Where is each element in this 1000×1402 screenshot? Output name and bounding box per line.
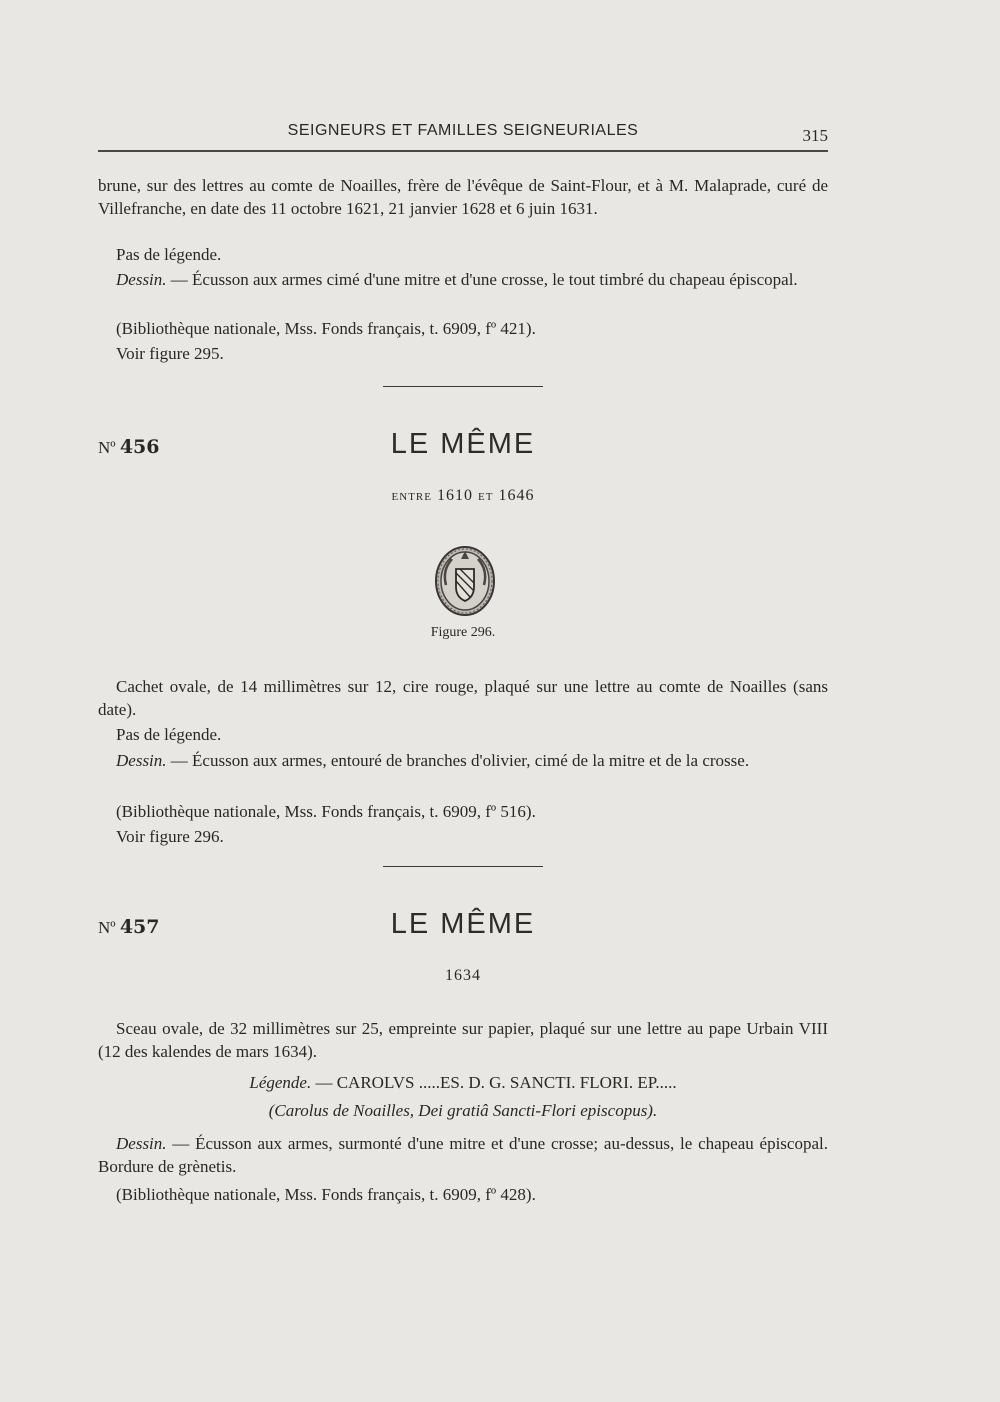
- entry-456-figure-ref: Voir figure 296.: [116, 827, 224, 846]
- date-end: 1646: [498, 487, 535, 504]
- dessin-text: — Écusson aux armes cimé d'une mitre et d'une crosse, le tout timbré du chapeau épiscopal.: [166, 270, 798, 289]
- date-mid: et: [478, 488, 494, 504]
- entry-prefix: Nº: [98, 918, 120, 937]
- legende-text: — CAROLVS .....ES. D. G. SANCTI. FLORI. EP.....: [311, 1073, 677, 1092]
- entry-457-source: (Bibliothèque nationale, Mss. Fonds français, t. 6909, fº 428).: [116, 1185, 536, 1204]
- entry-456-legend: Pas de légende.: [116, 725, 222, 744]
- dessin-label: Dessin.: [116, 270, 167, 289]
- intro-dessin: [98, 268, 828, 291]
- dessin-label: Dessin.: [116, 751, 167, 770]
- entry-456-description: Cachet ovale, de 14 millimètres sur 12, cire rouge, plaqué sur une lettre au comte de Noailles (sans date).: [98, 677, 828, 719]
- entry-457-legende-expansion: (Carolus de Noailles, Dei gratiâ Sancti-Flori episcopus).: [268, 1101, 658, 1120]
- entry-prefix: Nº: [98, 438, 120, 457]
- entry-456-date: [0, 487, 926, 505]
- date-start: 1610: [437, 487, 473, 504]
- dessin-label: Dessin.: [116, 1134, 167, 1153]
- section-divider: [383, 866, 543, 867]
- running-title: SEIGNEURS ET FAMILLES SEIGNEURIALES: [287, 122, 639, 139]
- entry-num: 456: [119, 436, 160, 458]
- entry-456-source: (Bibliothèque nationale, Mss. Fonds français, t. 6909, fº 516).: [116, 802, 536, 821]
- dessin-text: — Écusson aux armes, entouré de branches d'olivier, cimé de la mitre et de la crosse.: [166, 751, 750, 770]
- entry-num: 457: [119, 916, 160, 938]
- date-prefix: entre: [391, 488, 432, 504]
- page-number: 315: [802, 126, 828, 145]
- entry-457-description: Sceau ovale, de 32 millimètres sur 25, empreinte sur papier, plaqué sur une lettre au pape Urbain VIII (12 des kalendes de mars 1634).: [98, 1019, 828, 1061]
- entry-456-dessin: [98, 749, 828, 772]
- intro-paragraph: brune, sur des lettres au comte de Noailles, frère de l'évêque de Saint-Flour, et à M. Malaprade, curé de Villefranche, en date des 11 octobre 1621, 21 janvier 1628 et 6 juin 1631.: [98, 176, 828, 218]
- entry-457-title: LE MÊME: [390, 908, 536, 940]
- entry-456-title: LE MÊME: [390, 428, 536, 460]
- legende-label: Légende.: [249, 1073, 312, 1092]
- intro-figure-ref: Voir figure 295.: [116, 344, 224, 363]
- intro-source: (Bibliothèque nationale, Mss. Fonds français, t. 6909, fº 421).: [116, 319, 536, 338]
- entry-457-date: 1634: [445, 967, 481, 984]
- figure-caption: Figure 296.: [430, 625, 496, 640]
- entry-457-dessin: [98, 1132, 828, 1178]
- page-header: [98, 120, 828, 152]
- intro-legend: Pas de légende.: [116, 245, 222, 264]
- section-divider: [383, 386, 543, 387]
- seal-oval-icon: [434, 545, 496, 617]
- dessin-text: — Écusson aux armes, surmonté d'une mitre et d'une crosse; au-dessus, le chapeau épiscopal. Bordure de grènetis.: [98, 1134, 828, 1176]
- entry-457-legende: [0, 1071, 926, 1094]
